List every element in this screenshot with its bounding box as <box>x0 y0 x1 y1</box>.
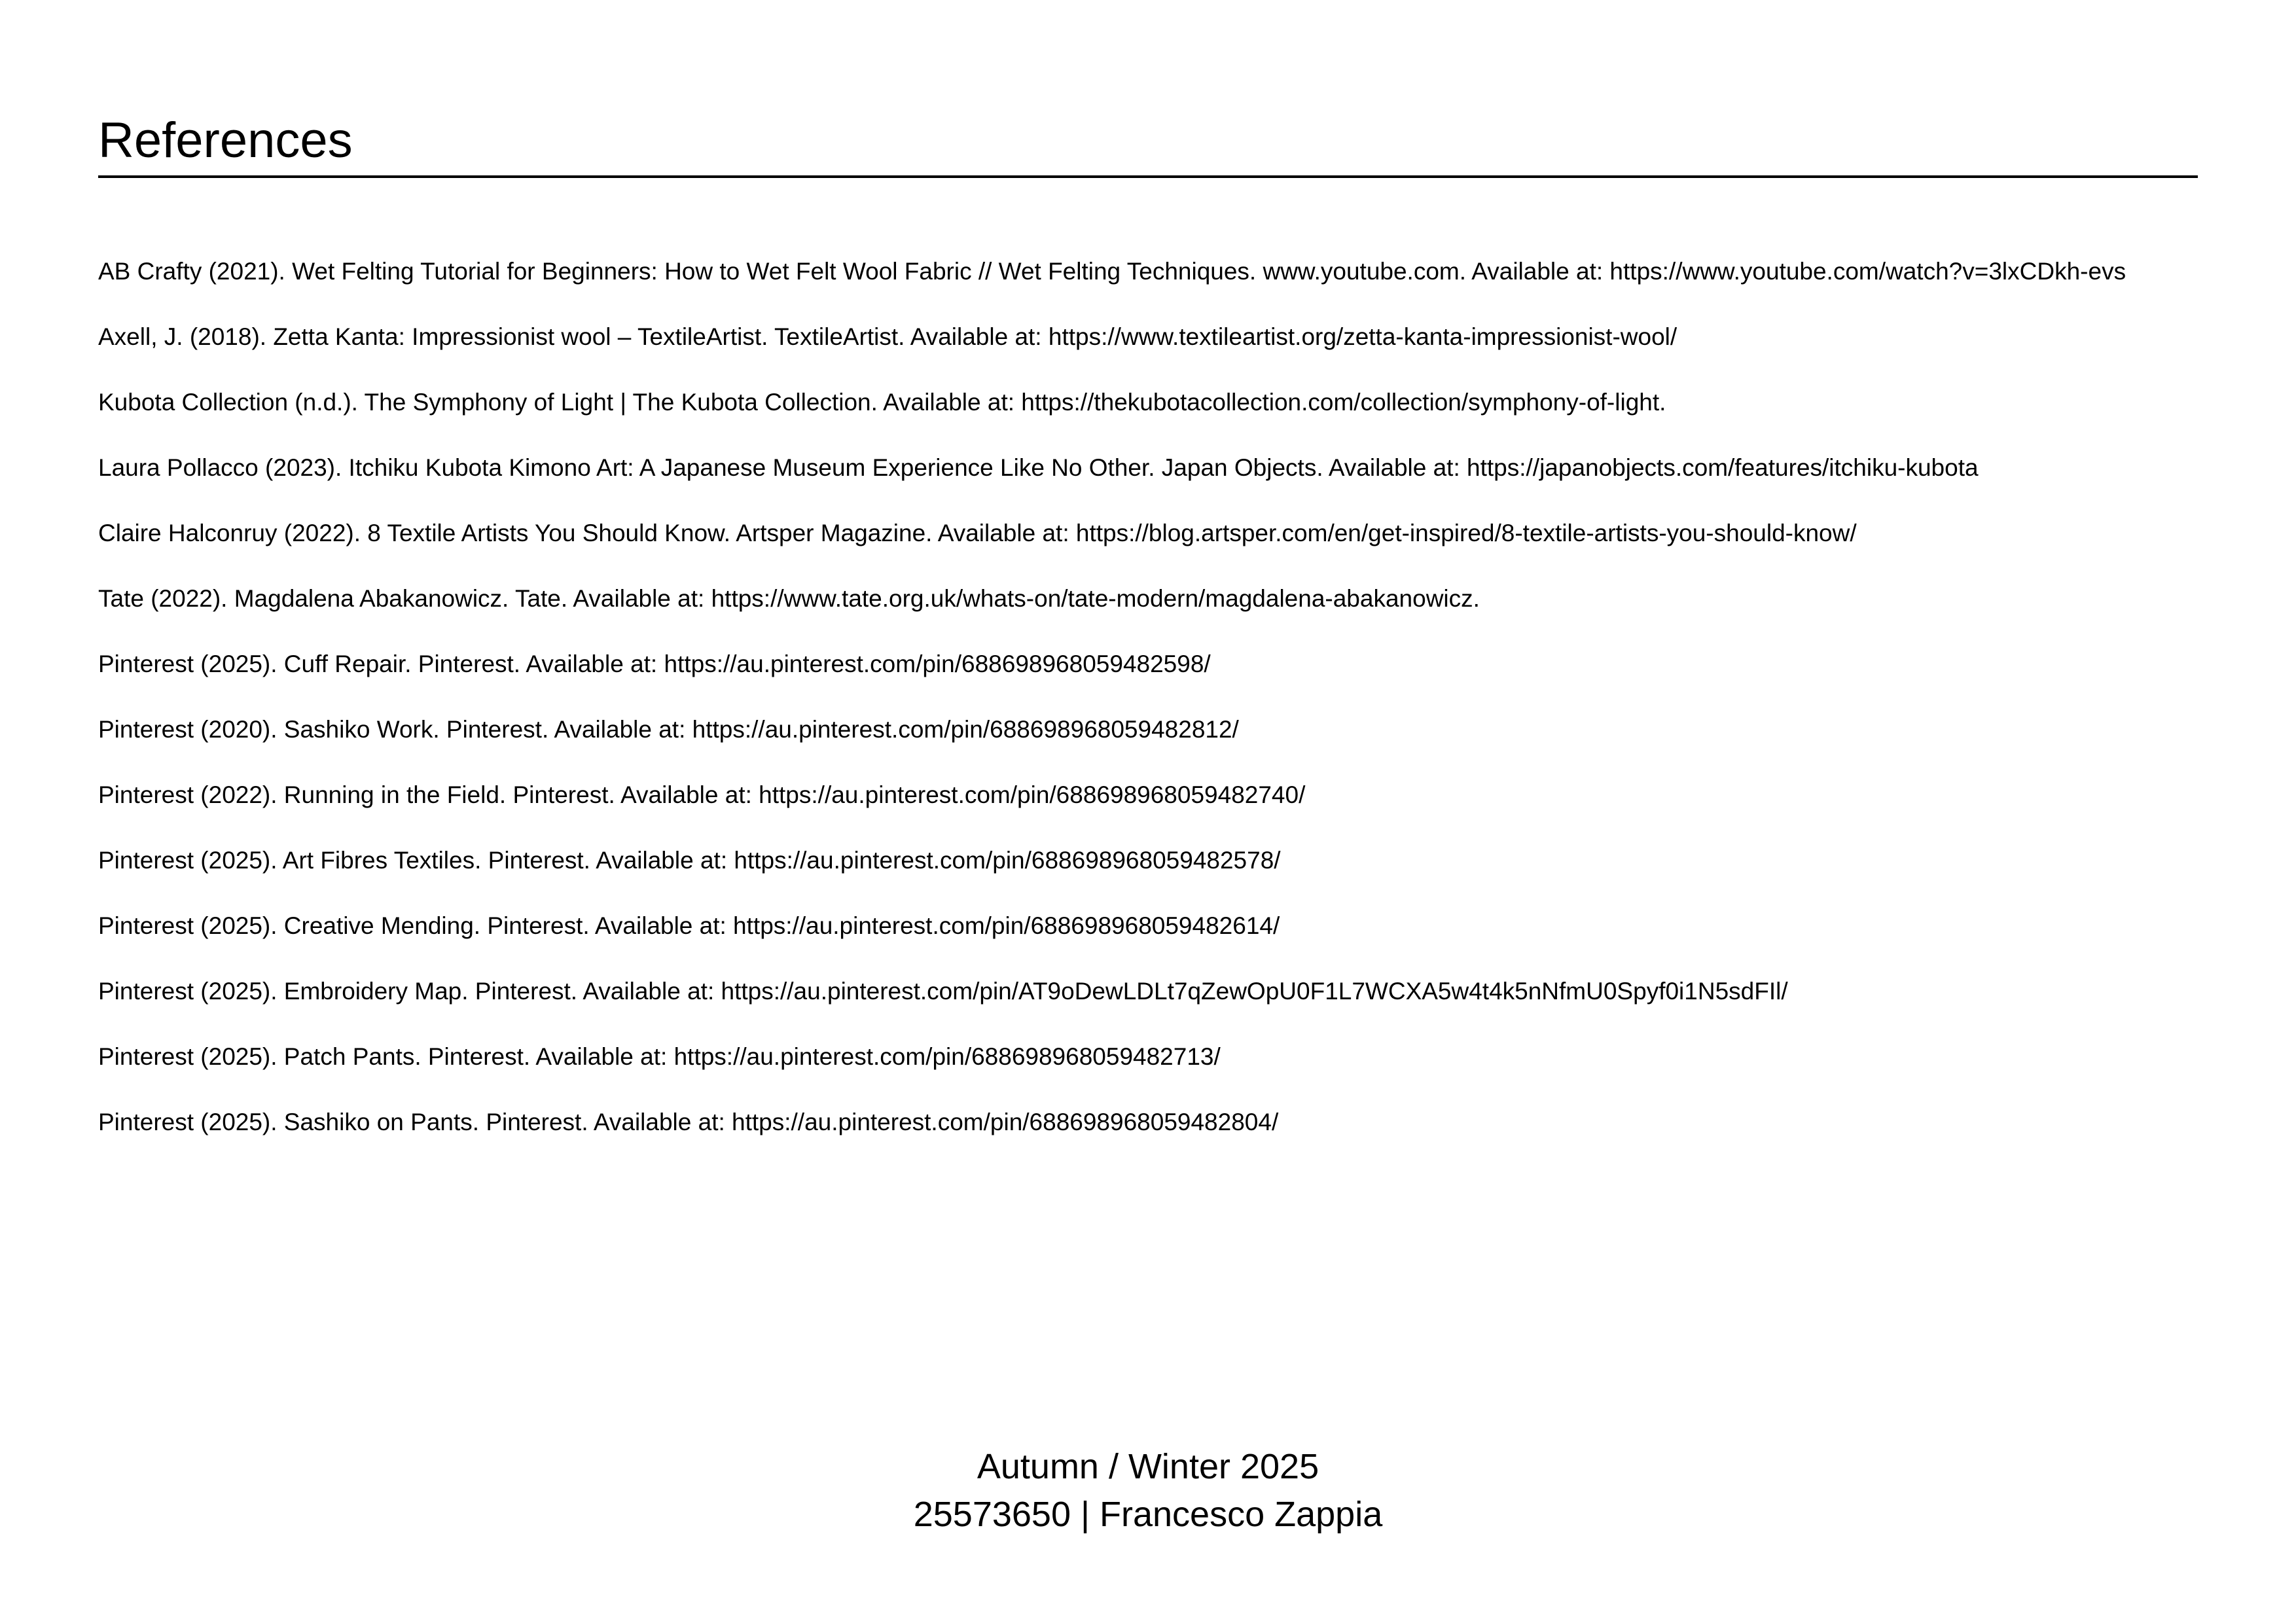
reference-item: Pinterest (2022). Running in the Field. Pinterest. Available at: https://au.pinterest.com/pin/688698968059482740/ <box>98 781 1306 808</box>
footer-author: 25573650 | Francesco Zappia <box>913 1495 1383 1534</box>
reference-item: Laura Pollacco (2023). Itchiku Kubota Kimono Art: A Japanese Museum Experience Like No Other. Japan Objects. Available at: https://japanobjects.com/features/itchiku-kubota <box>98 454 1979 481</box>
reference-item: Pinterest (2025). Patch Pants. Pinterest. Available at: https://au.pinterest.com/pin/688698968059482713/ <box>98 1043 1221 1070</box>
reference-item: Pinterest (2020). Sashiko Work. Pinterest. Available at: https://au.pinterest.com/pin/688698968059482812/ <box>98 716 1239 743</box>
page-title: References <box>98 112 353 168</box>
reference-item: AB Crafty (2021). Wet Felting Tutorial for Beginners: How to Wet Felt Wool Fabric // Wet Felting Techniques. www.youtube.com. Available at: https://www.youtube.com/watch?v=3lxCDkh-evs <box>98 258 2126 285</box>
title-divider-rule <box>98 175 2198 178</box>
reference-item: Pinterest (2025). Cuff Repair. Pinterest. Available at: https://au.pinterest.com/pin/688698968059482598/ <box>98 651 1211 677</box>
reference-item: Pinterest (2025). Embroidery Map. Pinterest. Available at: https://au.pinterest.com/pin/AT9oDewLDLt7qZewOpU0F1L7WCXA5w4t4k5nNfmU0Spyf0i1N5sdFIl/ <box>98 978 1788 1005</box>
page-footer <box>0 1443 2296 1539</box>
reference-item: Pinterest (2025). Art Fibres Textiles. Pinterest. Available at: https://au.pinterest.com/pin/688698968059482578/ <box>98 847 1281 874</box>
reference-item: Axell, J. (2018). Zetta Kanta: Impressionist wool – TextileArtist. TextileArtist. Available at: https://www.textileartist.org/zetta-kanta-impressionist-wool/ <box>98 323 1677 350</box>
reference-item: Tate (2022). Magdalena Abakanowicz. Tate. Available at: https://www.tate.org.uk/whats-on/tate-modern/magdalena-abakanowicz. <box>98 585 1480 612</box>
references-list <box>98 239 2198 1155</box>
reference-item: Pinterest (2025). Creative Mending. Pinterest. Available at: https://au.pinterest.com/pin/688698968059482614/ <box>98 912 1280 939</box>
reference-item: Pinterest (2025). Sashiko on Pants. Pinterest. Available at: https://au.pinterest.com/pin/688698968059482804/ <box>98 1109 1279 1135</box>
footer-season: Autumn / Winter 2025 <box>977 1447 1319 1486</box>
reference-item: Kubota Collection (n.d.). The Symphony of Light | The Kubota Collection. Available at: https://thekubotacollection.com/collection/symphony-of-light. <box>98 389 1666 416</box>
reference-item: Claire Halconruy (2022). 8 Textile Artists You Should Know. Artsper Magazine. Available at: https://blog.artsper.com/en/get-inspired/8-textile-artists-you-should-know/ <box>98 520 1857 546</box>
